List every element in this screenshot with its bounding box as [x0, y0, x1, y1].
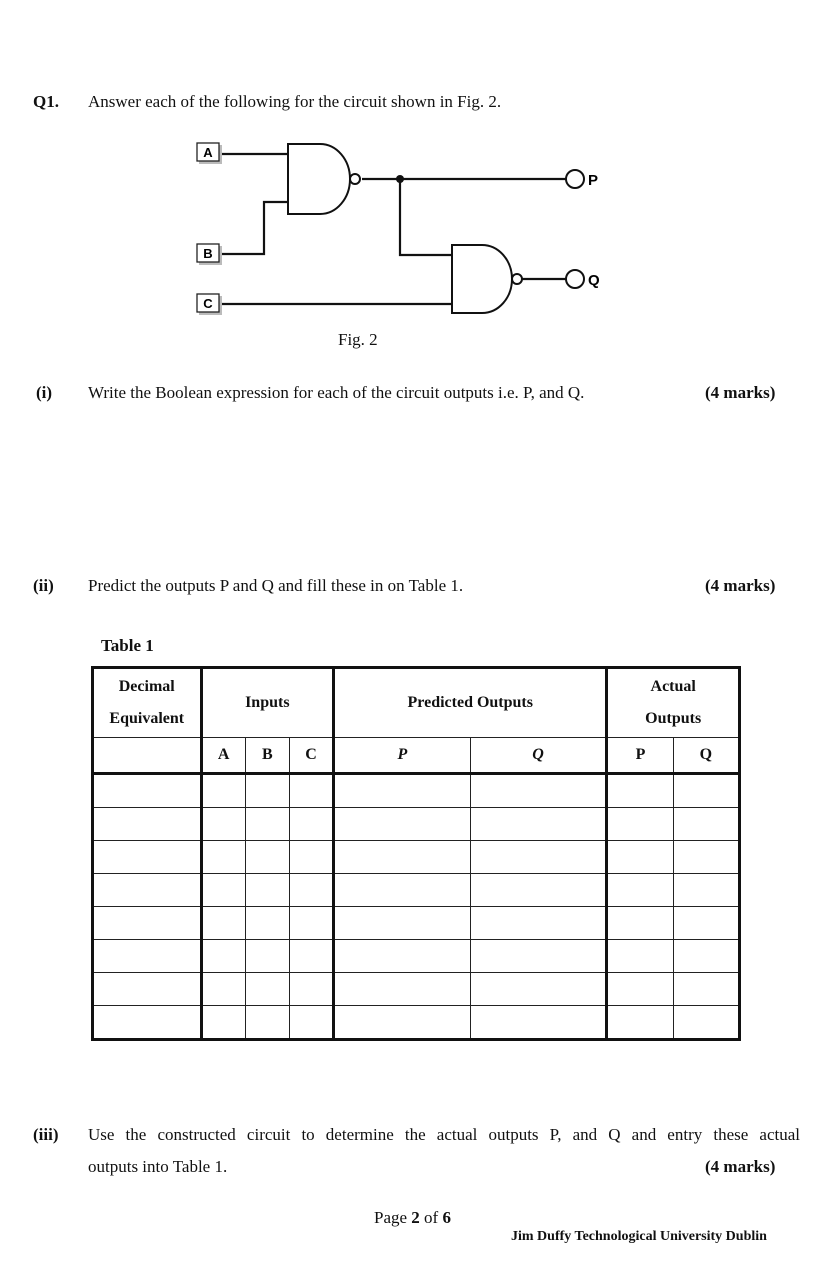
cell-predicted-q[interactable]: [470, 774, 607, 808]
cell-a[interactable]: [201, 774, 245, 808]
cell-decimal[interactable]: [93, 808, 202, 841]
cell-actual-q[interactable]: [673, 940, 739, 973]
input-label-b: B: [203, 246, 213, 261]
cell-predicted-p[interactable]: [334, 874, 471, 907]
input-pin-b: [197, 244, 222, 265]
question-text: Answer each of the following for the circuit shown in Fig. 2.: [88, 92, 502, 111]
cell-predicted-q[interactable]: [470, 808, 607, 841]
part-i-number: (i): [36, 383, 53, 402]
part-i-text: Write the Boolean expression for each of the circuit outputs i.e. P, and Q.: [88, 383, 585, 402]
cell-predicted-p[interactable]: [334, 1006, 471, 1040]
input-pin-a: [197, 143, 222, 164]
subheader-predicted-p: P: [334, 738, 471, 774]
subheader-actual-q: Q: [673, 738, 739, 774]
part-ii-number: (ii): [33, 576, 54, 595]
header-actual-line2: Outputs: [645, 710, 702, 727]
cell-actual-q[interactable]: [673, 774, 739, 808]
cell-actual-p[interactable]: [607, 907, 673, 940]
cell-b[interactable]: [245, 874, 289, 907]
input-pin-c: [197, 294, 222, 315]
cell-a[interactable]: [201, 940, 245, 973]
page-number: [374, 1208, 451, 1228]
cell-c[interactable]: [289, 940, 333, 973]
cell-actual-p[interactable]: [607, 940, 673, 973]
subheader-b: B: [245, 738, 289, 774]
cell-actual-p[interactable]: [607, 1006, 673, 1040]
input-label-a: A: [203, 145, 213, 160]
cell-predicted-q[interactable]: [470, 907, 607, 940]
output-label-q: Q: [588, 272, 600, 289]
subheader-a: A: [201, 738, 245, 774]
truth-table: [91, 666, 741, 1041]
cell-actual-q[interactable]: [673, 907, 739, 940]
cell-c[interactable]: [289, 1006, 333, 1040]
cell-c[interactable]: [289, 907, 333, 940]
cell-decimal[interactable]: [93, 973, 202, 1006]
header-predicted-outputs: Predicted Outputs: [334, 668, 607, 738]
table-row: [93, 907, 740, 940]
footer-author: Jim Duffy Technological University Dublin: [511, 1229, 767, 1244]
cell-a[interactable]: [201, 874, 245, 907]
nand-gate-1: [288, 144, 360, 214]
output-q: [566, 270, 600, 289]
header-decimal-line1: Decimal: [118, 678, 175, 695]
page-mid: of: [419, 1208, 443, 1227]
cell-predicted-p[interactable]: [334, 808, 471, 841]
table-row: [93, 774, 740, 808]
header-inputs: Inputs: [201, 668, 334, 738]
table-row: [93, 841, 740, 874]
cell-decimal[interactable]: [93, 841, 202, 874]
cell-decimal[interactable]: [93, 874, 202, 907]
cell-predicted-q[interactable]: [470, 874, 607, 907]
cell-b[interactable]: [245, 940, 289, 973]
part-iii-marks: (4 marks): [705, 1157, 776, 1176]
cell-decimal[interactable]: [93, 774, 202, 808]
cell-a[interactable]: [201, 1006, 245, 1040]
part-ii-marks: (4 marks): [705, 576, 776, 595]
input-label-c: C: [203, 296, 213, 311]
cell-actual-p[interactable]: [607, 808, 673, 841]
cell-c[interactable]: [289, 874, 333, 907]
wire-junction-dot: [396, 175, 404, 183]
cell-b[interactable]: [245, 907, 289, 940]
cell-actual-p[interactable]: [607, 774, 673, 808]
subheader-predicted-q: Q: [470, 738, 607, 774]
cell-actual-q[interactable]: [673, 1006, 739, 1040]
cell-predicted-p[interactable]: [334, 973, 471, 1006]
cell-c[interactable]: [289, 973, 333, 1006]
subheader-c: C: [289, 738, 333, 774]
question-number: Q1.: [33, 92, 59, 111]
cell-predicted-q[interactable]: [470, 1006, 607, 1040]
cell-c[interactable]: [289, 774, 333, 808]
page-prefix: Page: [374, 1208, 412, 1227]
table-title: Table 1: [101, 636, 154, 655]
cell-predicted-p[interactable]: [334, 841, 471, 874]
cell-actual-q[interactable]: [673, 973, 739, 1006]
subheader-blank: [93, 738, 202, 774]
logic-circuit-diagram: [190, 138, 630, 324]
page-current: 2: [411, 1208, 420, 1227]
header-actual-outputs: [607, 668, 740, 738]
cell-c[interactable]: [289, 841, 333, 874]
cell-actual-q[interactable]: [673, 874, 739, 907]
cell-b[interactable]: [245, 841, 289, 874]
cell-a[interactable]: [201, 973, 245, 1006]
output-label-p: P: [588, 172, 599, 189]
header-decimal-line2: Equivalent: [109, 710, 185, 727]
part-iii-text-line2: outputs into Table 1.: [88, 1157, 228, 1176]
table-row: [93, 874, 740, 907]
cell-a[interactable]: [201, 808, 245, 841]
cell-b[interactable]: [245, 774, 289, 808]
table-row: [93, 1006, 740, 1040]
page-total: 6: [442, 1208, 451, 1227]
part-i-marks: (4 marks): [705, 383, 776, 402]
cell-b[interactable]: [245, 1006, 289, 1040]
cell-predicted-p[interactable]: [334, 907, 471, 940]
header-actual-line1: Actual: [650, 678, 696, 695]
cell-actual-p[interactable]: [607, 874, 673, 907]
nand-gate-2: [452, 245, 522, 313]
cell-b[interactable]: [245, 973, 289, 1006]
part-iii-number: (iii): [33, 1125, 59, 1144]
cell-a[interactable]: [201, 907, 245, 940]
cell-actual-q[interactable]: [673, 808, 739, 841]
cell-a[interactable]: [201, 841, 245, 874]
cell-decimal[interactable]: [93, 1006, 202, 1040]
header-decimal-equivalent: [93, 668, 202, 738]
cell-decimal[interactable]: [93, 907, 202, 940]
part-ii-text: Predict the outputs P and Q and fill these in on Table 1.: [88, 576, 464, 595]
cell-actual-p[interactable]: [607, 973, 673, 1006]
cell-b[interactable]: [245, 808, 289, 841]
cell-predicted-q[interactable]: [470, 841, 607, 874]
table-row: [93, 973, 740, 1006]
cell-actual-q[interactable]: [673, 841, 739, 874]
table-row: [93, 940, 740, 973]
cell-predicted-q[interactable]: [470, 940, 607, 973]
cell-c[interactable]: [289, 808, 333, 841]
part-iii-text-line1: Use the constructed circuit to determine the actual outputs P, and Q and entry these actual: [88, 1125, 800, 1144]
cell-predicted-q[interactable]: [470, 973, 607, 1006]
subheader-actual-p: P: [607, 738, 673, 774]
cell-predicted-p[interactable]: [334, 774, 471, 808]
figure-caption: Fig. 2: [338, 330, 378, 349]
output-p: [566, 170, 598, 189]
cell-actual-p[interactable]: [607, 841, 673, 874]
cell-predicted-p[interactable]: [334, 940, 471, 973]
cell-decimal[interactable]: [93, 940, 202, 973]
table-row: [93, 808, 740, 841]
